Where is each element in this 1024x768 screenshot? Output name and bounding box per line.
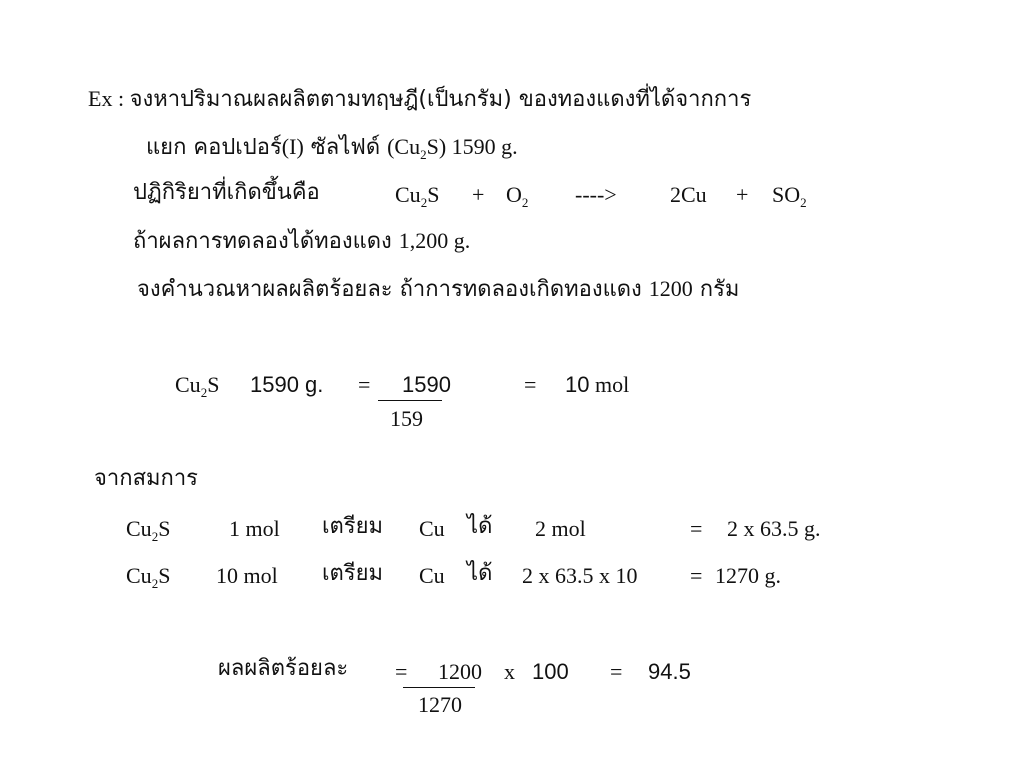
problem-line-1 xyxy=(88,86,751,113)
percent-numerator: 1200 xyxy=(438,659,482,684)
equation-heading: จากสมการ xyxy=(94,466,198,491)
experimental-mass-2: 1200 xyxy=(648,276,693,301)
mol-fraction-bar xyxy=(378,400,442,401)
plus-sign-1: + xyxy=(472,182,485,207)
plus-sign-2: + xyxy=(736,182,749,207)
question-line: จงคำนวณหาผลผลิตร้อยละ ถ้าการทดลองเกิดทองแดง 1200 กรัม xyxy=(137,276,740,302)
oxidation-state: (I) xyxy=(281,134,304,159)
formula-pre: (Cu xyxy=(387,134,421,159)
mol-equals-1: = xyxy=(358,372,371,397)
row2-mass: 1270 g. xyxy=(715,563,781,588)
row2-yield: 2 x 63.5 x 10 xyxy=(522,563,638,588)
percent-times: x xyxy=(504,659,515,684)
row2-get: ได้ xyxy=(467,561,493,586)
row1-verb: เตรียม xyxy=(322,514,384,539)
row1-get: ได้ xyxy=(467,514,493,539)
row1-formula: $Cu_2S$ xyxy=(126,516,171,544)
row1-yield: 2 mol xyxy=(535,516,586,541)
mol-formula: $Cu_2S$ xyxy=(175,372,220,400)
percent-hundred: 100 xyxy=(532,659,569,684)
reaction-label: ปฏิกิริยาที่เกิดขึ้นคือ xyxy=(133,180,320,205)
mol-equals-2: = xyxy=(524,372,537,397)
compound-thai-name-2: ซัลไฟด์ xyxy=(303,135,388,160)
product-cu: 2Cu xyxy=(670,182,707,207)
example-label: Ex : xyxy=(88,86,125,111)
mol-denominator: 159 xyxy=(390,406,423,431)
row1-equals: = xyxy=(690,516,703,541)
compound-thai-name: แยก คอปเปอร์ xyxy=(146,135,282,160)
percent-result: 94.5 xyxy=(648,659,691,684)
problem-text: จงหาปริมาณผลผลิตตามทฤษฎี(เป็นกรัม) ของทองแดงที่ได้จากการ xyxy=(129,87,752,112)
reactant-cu2s: $Cu_2S$ xyxy=(395,182,440,210)
row2-formula: $Cu_2S$ xyxy=(126,563,171,591)
percent-yield-label: ผลผลิตร้อยละ xyxy=(218,656,349,681)
row1-mass: 2 x 63.5 g. xyxy=(727,516,821,541)
problem-line-2 xyxy=(146,134,518,161)
formula-post: S) 1590 g. xyxy=(426,134,518,159)
row1-amount: 1 mol xyxy=(229,516,280,541)
reaction-arrow: ----> xyxy=(575,182,617,207)
experimental-result-line: ถ้าผลการทดลองได้ทองแดง 1,200 g. xyxy=(133,228,471,254)
row2-equals: = xyxy=(690,563,703,588)
mol-result: 10 mol xyxy=(565,372,630,397)
percent-fraction-bar xyxy=(403,687,475,688)
formula-subscript: 2 xyxy=(420,147,427,162)
product-so2: $SO_2$ xyxy=(772,182,807,210)
mol-numerator: 1590 xyxy=(402,372,451,397)
row1-metal: Cu xyxy=(419,516,445,541)
percent-denominator: 1270 xyxy=(418,692,462,717)
row2-verb: เตรียม xyxy=(322,561,384,586)
percent-equals-2: = xyxy=(610,659,623,684)
row2-amount: 10 mol xyxy=(216,563,278,588)
reactant-o2: $O_2$ xyxy=(506,182,529,210)
experimental-mass: 1,200 g. xyxy=(398,228,471,253)
row2-metal: Cu xyxy=(419,563,445,588)
percent-equals-1: = xyxy=(395,659,408,684)
mol-given-mass: 1590 g. xyxy=(250,372,324,397)
